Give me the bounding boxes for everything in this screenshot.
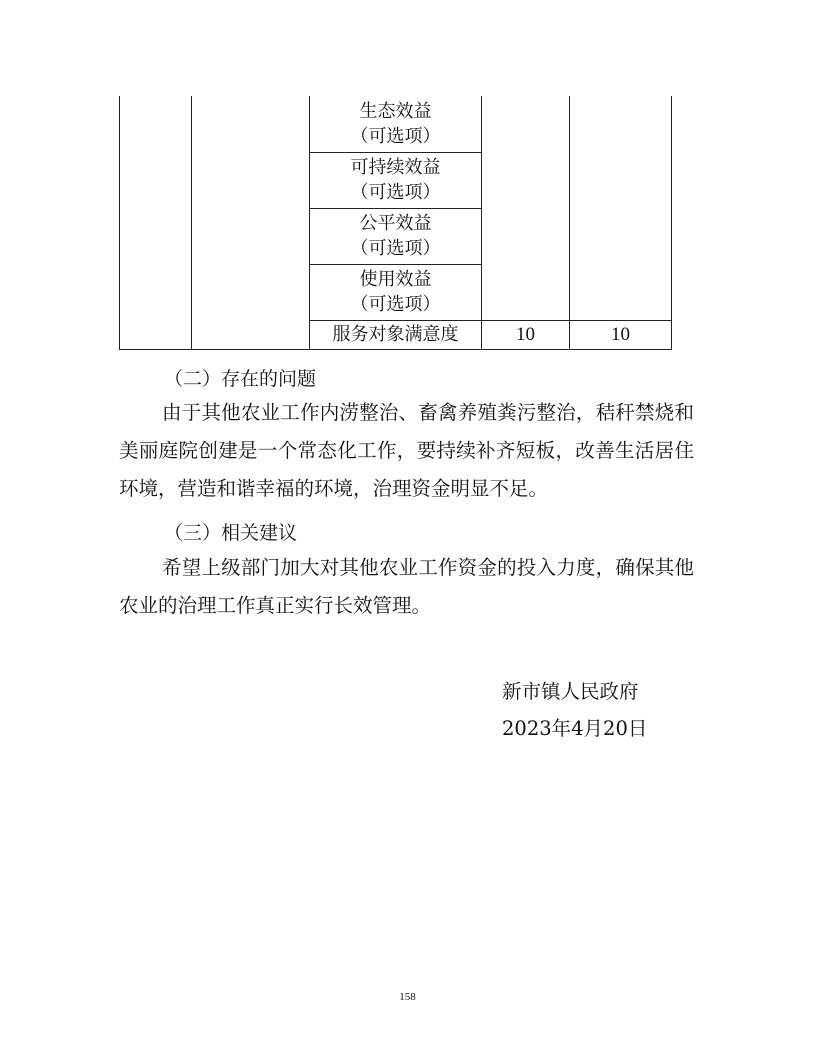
table-row [120, 96, 672, 152]
indicator-cell [310, 152, 482, 208]
satisfaction-value-2: 10 [570, 320, 672, 349]
indicator-note: （可选项） [350, 125, 441, 147]
table-cell-empty [192, 96, 310, 349]
page-number: 158 [399, 991, 416, 1003]
table-cell-empty [482, 96, 570, 320]
table-cell-empty [570, 96, 672, 320]
indicator-name: 可持续效益 [350, 157, 441, 178]
signature-org: 新市镇人民政府 [502, 680, 639, 703]
paragraph-problems: 由于其他农业工作内涝整治、畜禽养殖粪污整治，秸秆禁烧和美丽庭院创建是一个常态化工作，要持续补齐短板，改善生活居住环境，营造和谐幸福的环境，治理资金明显不足。 [119, 401, 694, 500]
section-heading-problems: （二）存在的问题 [164, 368, 317, 390]
section-heading-suggestions: （三）相关建议 [164, 522, 298, 544]
indicator-cell [310, 96, 482, 152]
indicator-note: （可选项） [350, 238, 441, 259]
signature-date: 2023年4月20日 [502, 717, 648, 740]
indicator-note: （可选项） [350, 294, 441, 315]
satisfaction-label: 服务对象满意度 [310, 320, 482, 349]
performance-table [119, 96, 672, 350]
indicator-name: 公平效益 [359, 213, 432, 234]
indicator-note: （可选项） [350, 182, 441, 203]
paragraph-suggestions: 希望上级部门加大对其他农业工作资金的投入力度，确保其他农业的治理工作真正实行长效管理。 [119, 556, 694, 617]
satisfaction-value-1: 10 [482, 320, 570, 349]
indicator-name: 使用效益 [359, 269, 432, 290]
indicator-cell [310, 208, 482, 264]
table-cell-empty [120, 96, 192, 349]
indicator-name: 生态效益 [359, 100, 432, 122]
indicator-cell [310, 264, 482, 320]
